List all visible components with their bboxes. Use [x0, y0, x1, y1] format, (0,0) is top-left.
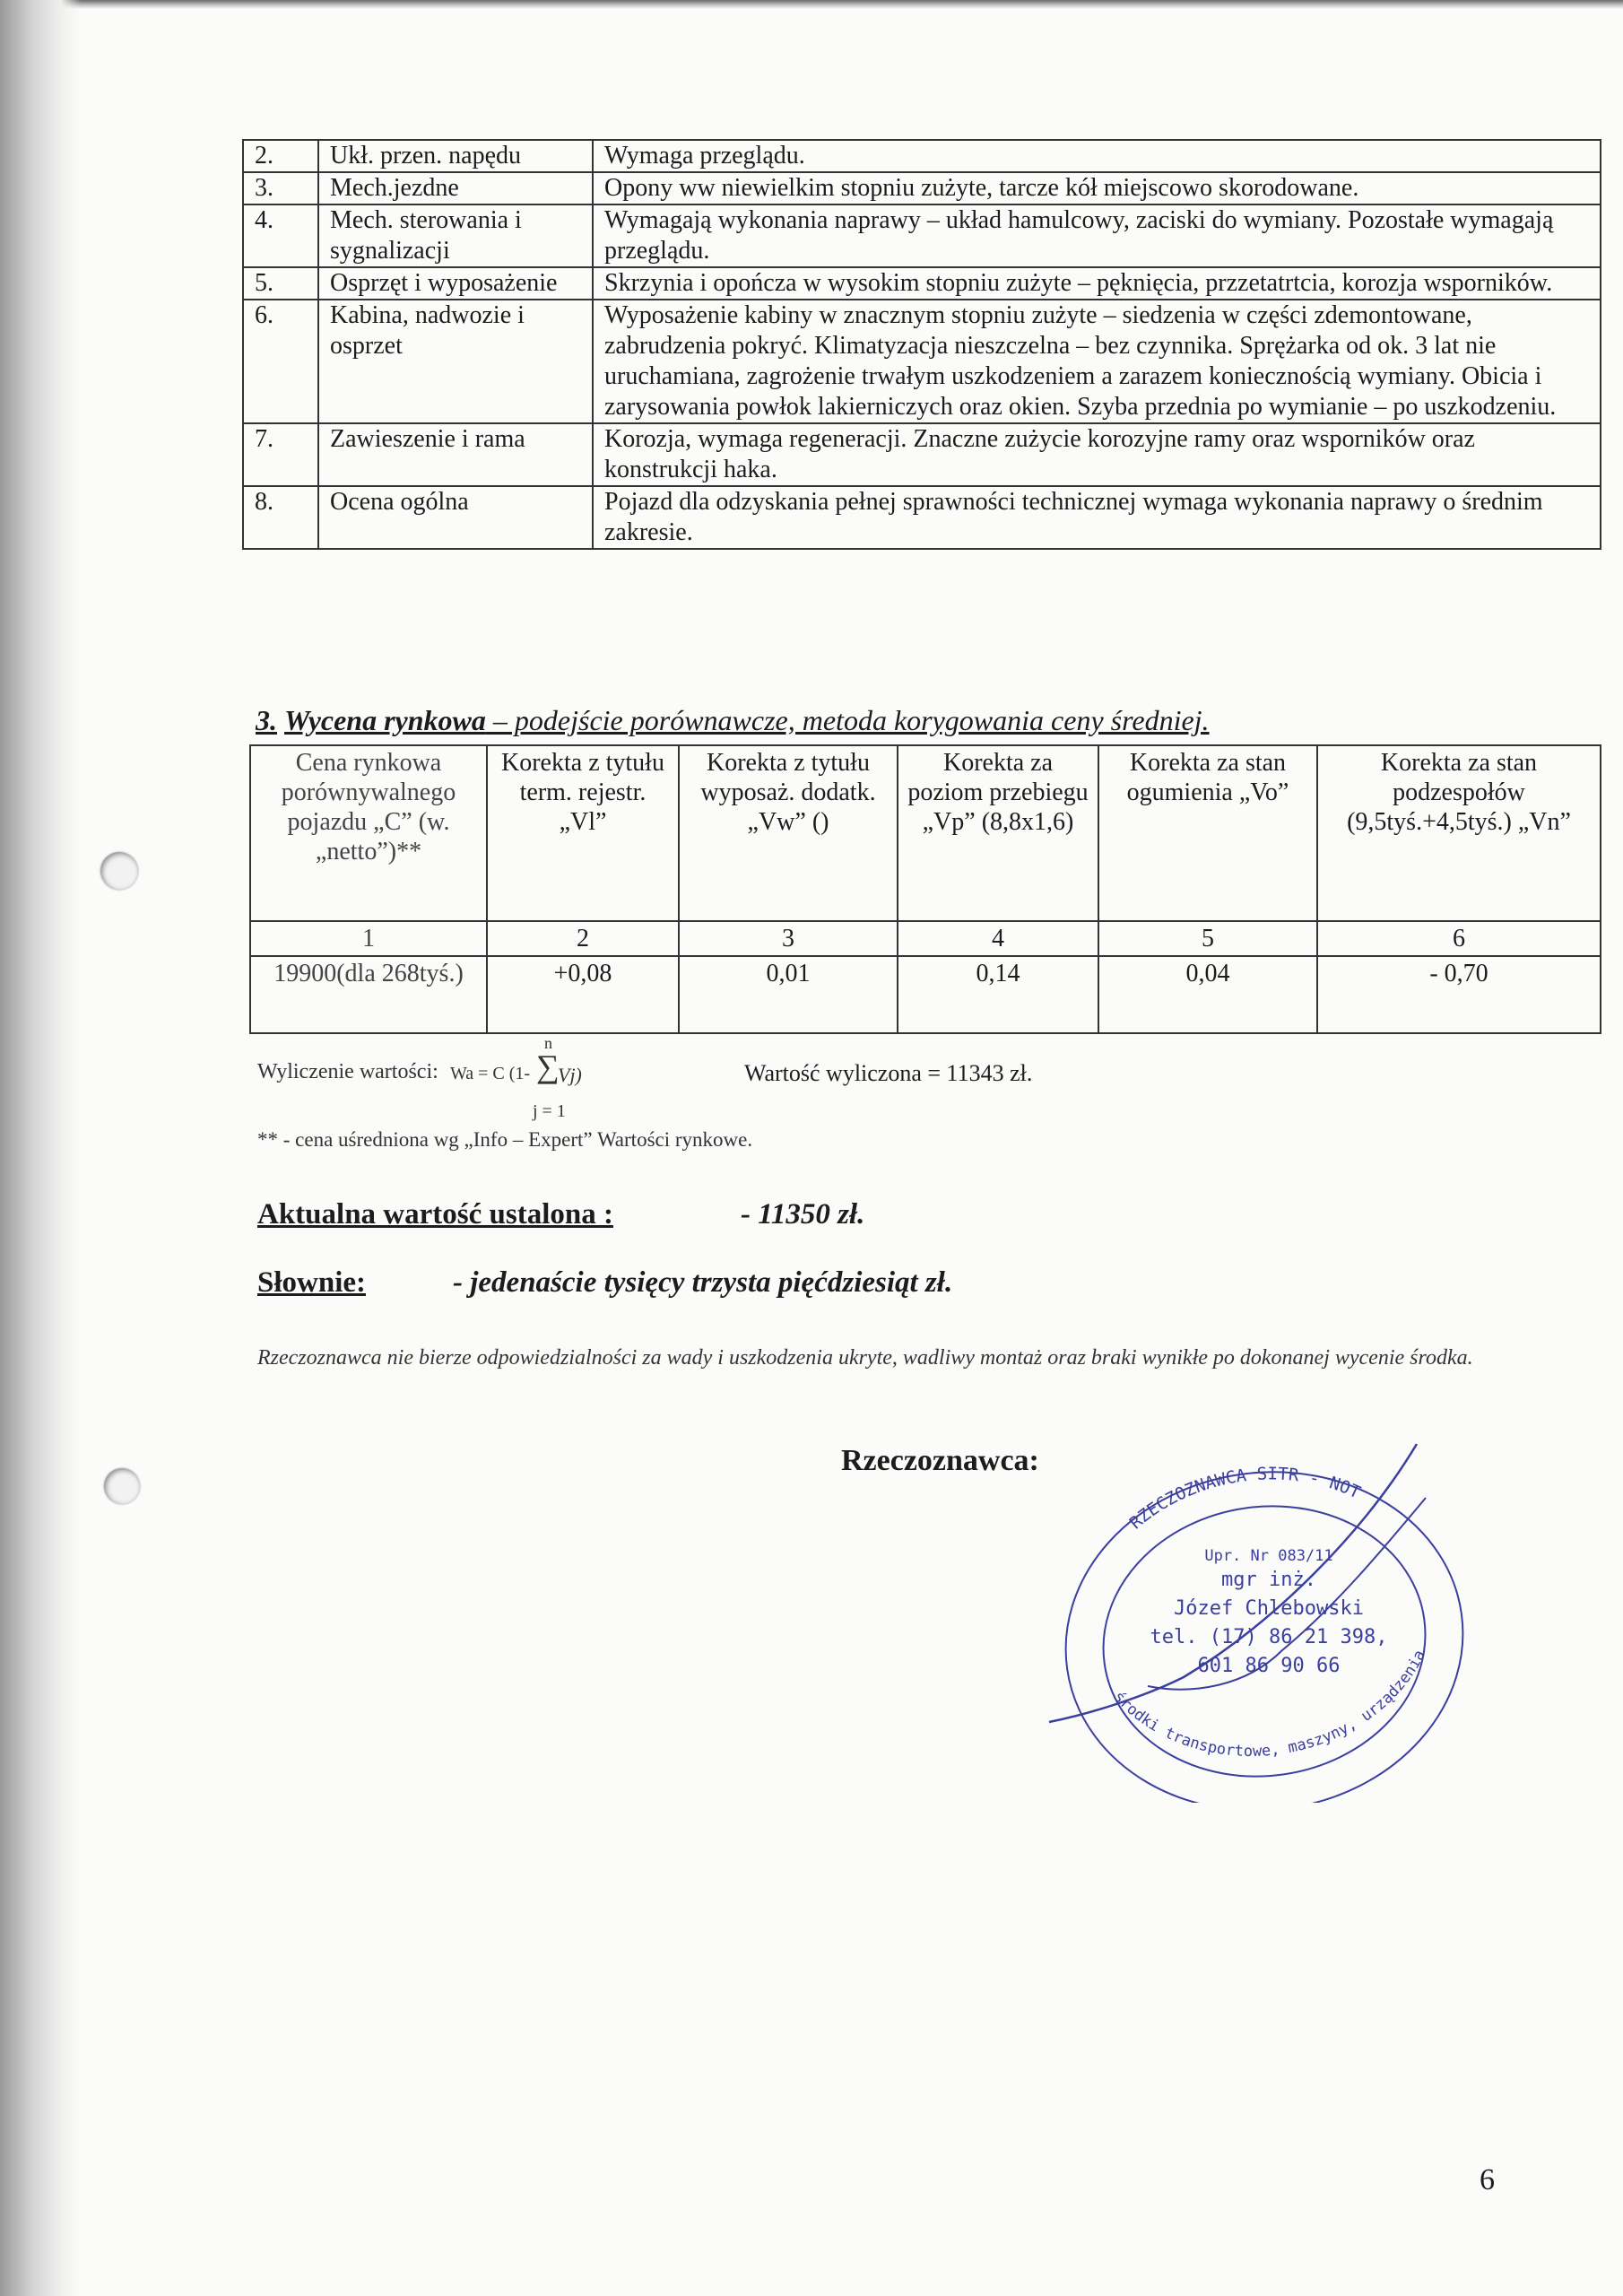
- scan-left-edge: [0, 0, 81, 2296]
- section-subtitle: – podejście porównawcze, metoda korygowania ceny średniej.: [485, 704, 1210, 736]
- header-market-price: Cena rynkowa porównywalnego pojazdu „C” (w. „netto”)**: [250, 745, 487, 921]
- in-words-label: Słownie:: [257, 1266, 367, 1299]
- header-components-correction: Korekta za stan podzespołów (9,5tyś.+4,5tyś.) „Vn”: [1317, 745, 1601, 921]
- formula-label: Wyliczenie wartości:: [257, 1060, 438, 1083]
- row-element: Osprzęt i wyposażenie: [318, 267, 593, 300]
- valuation-table: [249, 744, 1601, 1034]
- row-description: Wymagają wykonania naprawy – układ hamulcowy, zaciski do wymiany. Pozostałe wymagają przeglądu.: [593, 204, 1601, 267]
- row-description: Wymaga przeglądu.: [593, 140, 1601, 172]
- formula-term: Vj): [558, 1064, 582, 1086]
- section-number: 3.: [256, 704, 277, 736]
- condition-table: [242, 139, 1601, 550]
- value-equipment-correction: 0,01: [679, 956, 898, 1033]
- row-number: 6.: [243, 300, 318, 423]
- row-element: Ocena ogólna: [318, 486, 593, 549]
- row-description: Skrzynia i opończa w wysokim stopniu zużyte – pęknięcia, przzetatrtcia, korozja wsporników.: [593, 267, 1601, 300]
- row-description: Opony ww niewielkim stopniu zużyte, tarcze kół miejscowo skorodowane.: [593, 172, 1601, 204]
- column-number: 4: [898, 921, 1098, 956]
- row-element: Kabina, nadwozie i osprzet: [318, 300, 593, 423]
- disclaimer: Rzeczoznawca nie bierze odpowiedzialności za wady i uszkodzenia ukryte, wadliwy montaż oraz braki wynikłe po dokonanej wycenie środka.: [257, 1346, 1473, 1370]
- computed-value: Wartość wyliczona = 11343 zł.: [744, 1060, 1033, 1086]
- expert-stamp: [1040, 1426, 1471, 1803]
- row-element: Zawieszenie i rama: [318, 423, 593, 486]
- column-number: 1: [250, 921, 487, 956]
- value-tyre-correction: 0,04: [1098, 956, 1317, 1033]
- scan-top-edge: [0, 0, 1623, 9]
- condition-row: [243, 267, 1601, 300]
- value-components-correction: - 0,70: [1317, 956, 1601, 1033]
- row-description: Pojazd dla odzyskania pełnej sprawności technicznej wymaga wykonania naprawy o średnim zakresie.: [593, 486, 1601, 549]
- value-registration-correction: +0,08: [487, 956, 679, 1033]
- established-value-label: Aktualna wartość ustalona :: [257, 1198, 613, 1231]
- established-value: - 11350 zł.: [741, 1198, 865, 1231]
- stamp-line-2: Józef Chlebowski: [1174, 1597, 1364, 1620]
- condition-row: [243, 172, 1601, 204]
- condition-row: [243, 300, 1601, 423]
- price-note: ** - cena uśredniona wg „Info – Expert” Wartości rynkowe.: [257, 1128, 753, 1151]
- condition-row: [243, 204, 1601, 267]
- condition-row: [243, 486, 1601, 549]
- row-element: Ukł. przen. napędu: [318, 140, 593, 172]
- stamp-line-1: mgr inż.: [1221, 1569, 1316, 1591]
- punch-hole-bottom: [104, 1468, 140, 1504]
- stamp-line-4: 601 86 90 66: [1197, 1655, 1341, 1677]
- condition-row: [243, 423, 1601, 486]
- formula-sum-symbol: ∑: [536, 1048, 560, 1084]
- section-heading: [256, 704, 1210, 737]
- stamp-text: [1108, 1449, 1441, 1780]
- stamp-registration: Upr. Nr 083/11: [1204, 1547, 1333, 1565]
- value-mileage-correction: 0,14: [898, 956, 1098, 1033]
- valuation-number-row: [250, 921, 1601, 956]
- formula-lower-limit: j = 1: [533, 1101, 566, 1121]
- column-number: 6: [1317, 921, 1601, 956]
- row-number: 4.: [243, 204, 318, 267]
- valuation-value-row: [250, 956, 1601, 1033]
- column-number: 2: [487, 921, 679, 956]
- header-tyre-correction: Korekta za stan ogumienia „Vo”: [1098, 745, 1317, 921]
- condition-row: [243, 140, 1601, 172]
- expert-label: Rzeczoznawca:: [841, 1444, 1039, 1477]
- in-words-value: - jedenaście tysięcy trzysta pięćdziesiąt zł.: [453, 1266, 953, 1299]
- valuation-header-row: [250, 745, 1601, 921]
- row-description: Wyposażenie kabiny w znacznym stopniu zużyte – siedzenia w części zdemontowane, zabrudzenia pokryć. Klimatyzacja nieszczelna – bez czynnika. Sprężarka od ok. 3 lat nie uruchamiana, zagrożenie trwałym uszkodzeniem a zarazem koniecznością wymiany. Obicia i zarysowania powłok lakierniczych oraz okien. Szyba przednia po wymianie – po uszkodzeniu.: [593, 300, 1601, 423]
- row-element: Mech. sterowania i sygnalizacji: [318, 204, 593, 267]
- row-number: 2.: [243, 140, 318, 172]
- formula-upper-limit: n: [544, 1034, 552, 1052]
- row-number: 7.: [243, 423, 318, 486]
- punch-hole-top: [100, 852, 138, 890]
- value-market-price: 19900(dla 268tyś.): [250, 956, 487, 1033]
- header-mileage-correction: Korekta za poziom przebiegu „Vp” (8,8x1,6): [898, 745, 1098, 921]
- page-number: 6: [1480, 2163, 1495, 2196]
- column-number: 3: [679, 921, 898, 956]
- header-equipment-correction: Korekta z tytułu wyposaż. dodatk. „Vw” (): [679, 745, 898, 921]
- row-number: 3.: [243, 172, 318, 204]
- row-element: Mech.jezdne: [318, 172, 593, 204]
- stamp-arc-bottom: środki transportowe, maszyny, urządzenia: [1109, 1647, 1429, 1761]
- row-number: 5.: [243, 267, 318, 300]
- section-title: Wycena rynkowa: [284, 704, 486, 736]
- formula-expression: Wa = C (1-: [450, 1064, 531, 1083]
- column-number: 5: [1098, 921, 1317, 956]
- row-number: 8.: [243, 486, 318, 549]
- row-description: Korozja, wymaga regeneracji. Znaczne zużycie korozyjne ramy oraz wsporników oraz konstrukcji haka.: [593, 423, 1601, 486]
- stamp-line-3: tel. (17) 86 21 398,: [1150, 1626, 1388, 1648]
- header-registration-correction: Korekta z tytułu term. rejestr. „Vl”: [487, 745, 679, 921]
- stamp-arc-top: RZECZOZNAWCA SITR - NOT: [1125, 1464, 1364, 1534]
